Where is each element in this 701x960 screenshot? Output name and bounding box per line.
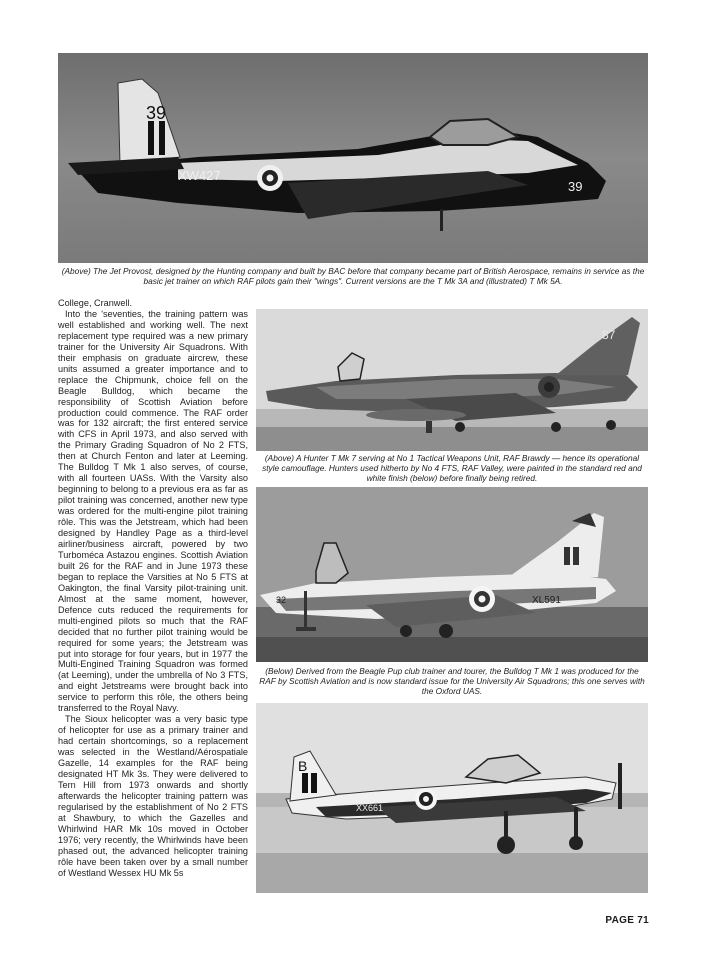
svg-text:XL591: XL591 [532, 595, 561, 606]
bulldog-photo [256, 703, 648, 893]
svg-text:87: 87 [602, 328, 616, 342]
tail-number-mark: 39 [146, 103, 167, 123]
jet-provost-caption: (Above) The Jet Provost, designed by the Hunting company and built by BAC before that company became part of British Aerospace, remains in service as the basic jet trainer on which RAF pilots gain their "wings". Current versions are the T Mk 3A and (illustrated) T Mk 5A. [61, 266, 645, 286]
page-number: PAGE 71 [605, 915, 649, 926]
hunter-caption: (Above) A Hunter T Mk 7 serving at No 1 Tactical Weapons Unit, RAF Brawdy — hence its operational style camouflage. Hunters used hitherto by No 4 FTS, RAF Valley, were painted in the standard red and white finish (below) before finally being retired. [262, 453, 642, 483]
svg-text:XW427: XW427 [178, 168, 221, 183]
svg-text:39: 39 [568, 179, 583, 194]
body-paragraph: College, Cranwell. [58, 298, 133, 308]
svg-text:32: 32 [276, 595, 287, 605]
article-body [58, 298, 248, 879]
svg-text:B: B [298, 758, 308, 774]
body-paragraph: The Sioux helicopter was a very basic type of helicopter for use as a primary trainer and had certain shortcomings, so a replacement was selected in the Westland/Aérospatiale Gazelle, 14 examples for the RAF being designated HT Mk 3s. They were delivered to Tern Hill from 1973 onwards and shortly afterwards the helicopter training pattern was regularised by the establishment of No 2 FTS at Shawbury, to which the Gazelles and Whirlwind HAR Mk 10s moved in October 1976; very recently, the Whirlwinds have been phased out, the advanced helicopter training rôle have been taken over by a small number of Westland Wessex HU Mk 5s [58, 714, 248, 878]
svg-text:XX661: XX661 [356, 803, 384, 813]
jet-provost-photo [58, 53, 648, 263]
bulldog-caption: (Below) Derived from the Beagle Pup club trainer and tourer, the Bulldog T Mk 1 was produced for the RAF by Scottish Aviation and is now standard issue for the University Air Squadrons; this one serves with the Oxford UAS. [259, 666, 645, 696]
body-paragraph: Into the 'seventies, the training pattern was well established and working well. The next replacement type required was a new primary trainer for the University Air Squadrons. With their emphasis on graduate aircrew, these units assumed a greater importance and to replace the Chipmunk, choice fell on the Beagle Bulldog, which became the responsibility of Scottish Aviation before production could commence. The RAF order was for 132 aircraft; the first entered service with CFS in April 1973, and also served with the Primary Grading Squadron of No 2 FTS, then at Church Fenton and later at Leeming. The Bulldog T Mk 1 also serves, of course, with all fourteen UASs. With the Varsity also beginning to belong to a previous era as far as pilot training was concerned, another new type was ordered for the multi-engine pilot training rôle. This was the Jetstream, which had been designed by Handley Page as a third-level airliner/business aircraft, powered by two Turboméca Astazou engines. Scottish Aviation built 26 for the RAF and in June 1973 these began to replace the Varsities at No 5 FTS at Oakington, the final Varsity pilot-training unit. Almost at the same moment, however, Defence cuts reduced the requirements for multi-engined pilots so much that the RAF decided that no further pilot training would be required for some years; the Jetstream was put into storage for four years, but in 1977 the Multi-Engined Training Squadron was formed (at Leeming), under the umbrella of No 3 FTS, and eight Jetstreams were brought back into service to perform this rôle, the others being transferred to the Royal Navy. [58, 308, 248, 714]
hunter-camouflage-photo [256, 309, 648, 451]
hunter-red-white-photo [256, 487, 648, 662]
